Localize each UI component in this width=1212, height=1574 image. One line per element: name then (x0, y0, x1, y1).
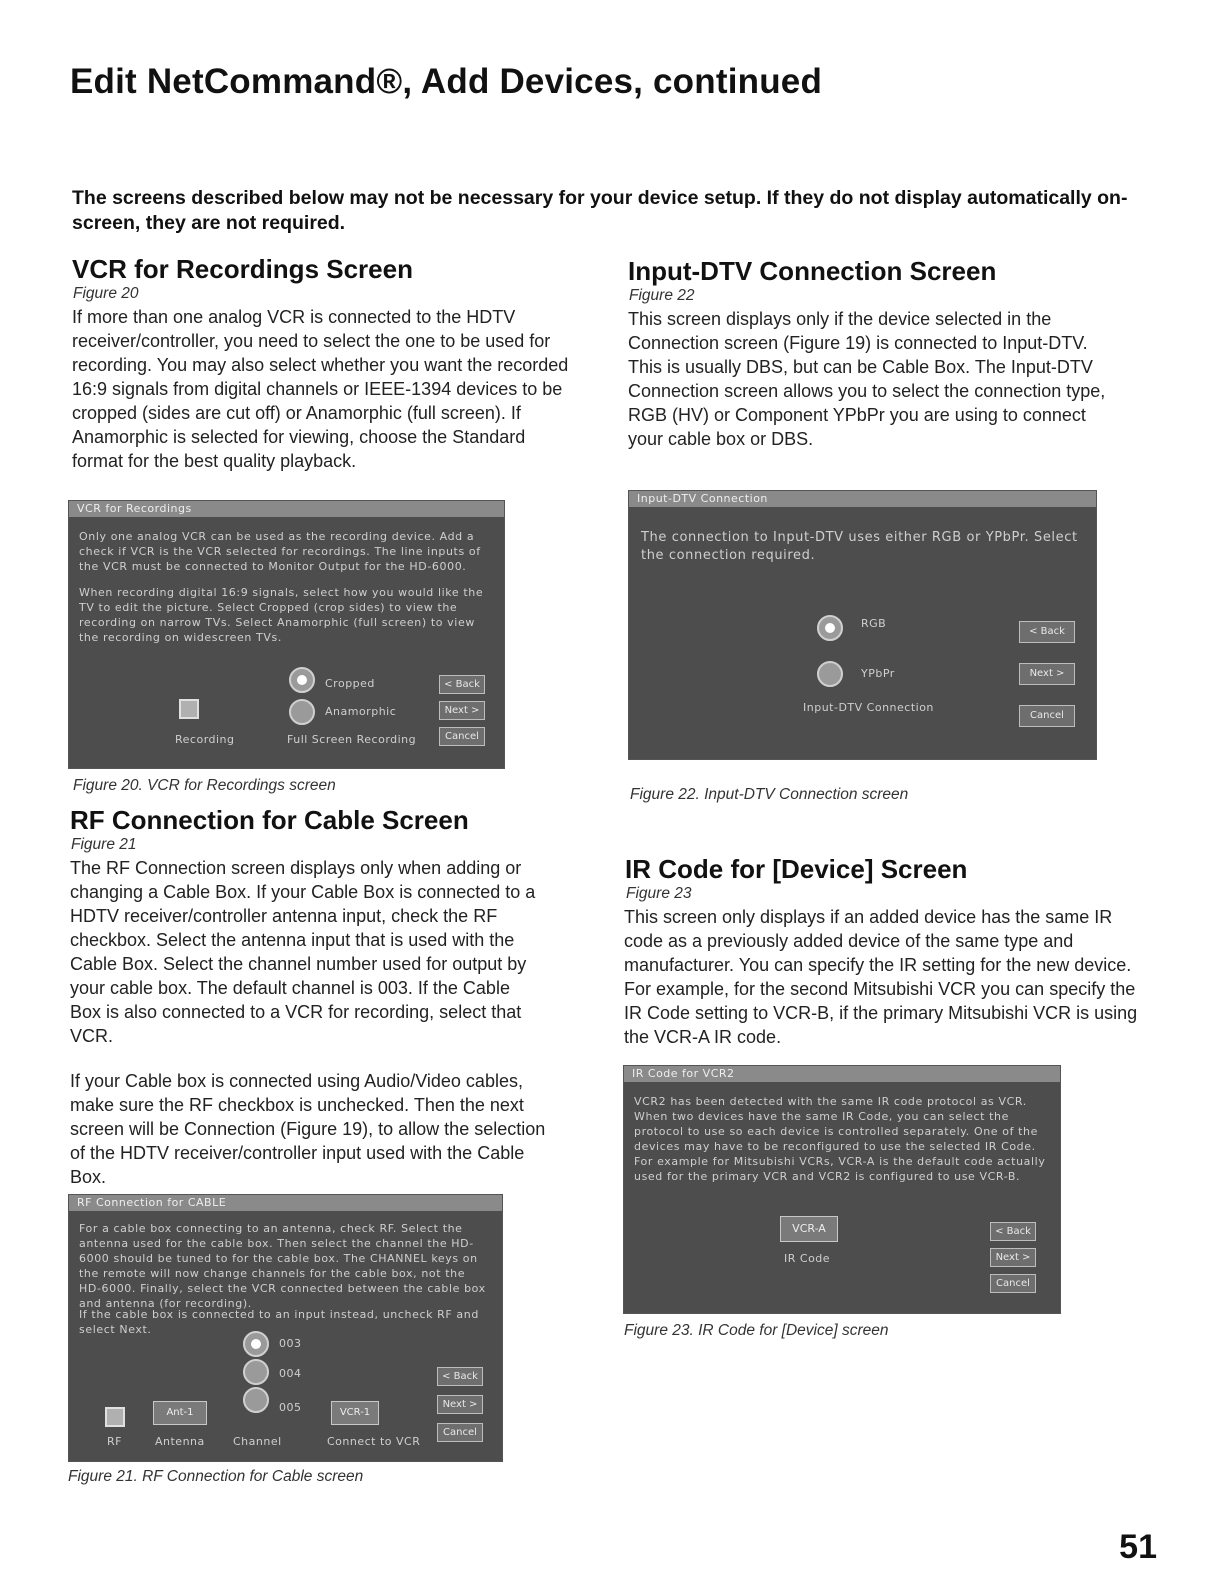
page-number: 51 (1119, 1528, 1157, 1566)
ir-body: This screen only displays if an added device has the same IR code as a previously added device of the same type and manufacturer. You can specify the IR setting for the new device. For example, for the second Mitsubishi VCR you can specify the IR Code setting to VCR-B, if the primary Mitsubishi VCR is using the VCR-A IR code. (624, 907, 1138, 1047)
channel-004-radio[interactable] (243, 1359, 269, 1385)
ir-screenshot (623, 1065, 1061, 1314)
fullscreen-label: Full Screen Recording (287, 733, 417, 746)
vcr-figure-ref: Figure 20 (73, 285, 139, 302)
channel-003-label: 003 (279, 1337, 302, 1350)
vcr-back-button[interactable]: < Back (439, 675, 485, 694)
vcr-caption: Figure 20. VCR for Recordings screen (73, 777, 336, 794)
rf-screen-title: RF Connection for CABLE (69, 1195, 502, 1211)
ypbpr-label: YPbPr (861, 667, 895, 680)
dtv-cancel-button[interactable]: Cancel (1019, 705, 1075, 727)
connect-vcr-label: Connect to VCR (327, 1435, 421, 1448)
dtv-heading: Input-DTV Connection Screen (628, 256, 997, 286)
channel-003-radio[interactable] (243, 1331, 269, 1357)
dtv-screenshot (628, 490, 1097, 760)
rf-cancel-button[interactable]: Cancel (437, 1423, 483, 1442)
dtv-connection-label: Input-DTV Connection (803, 701, 934, 714)
ir-heading: IR Code for [Device] Screen (625, 854, 968, 884)
dtv-figure-ref: Figure 22 (629, 287, 695, 304)
dtv-screen-text: The connection to Input-DTV uses either RGB or YPbPr. Select the connection required. (641, 530, 1078, 563)
vcr-select[interactable]: VCR-1 (331, 1401, 379, 1425)
rgb-label: RGB (861, 617, 887, 630)
ir-screen-text: VCR2 has been detected with the same IR code protocol as VCR. When two devices have the same IR Code, you can select the protocol to use so each device is controlled separately. One of the devices may have to be reconfigured to use the selected IR Code. For example for Mitsubishi VCRs, VCR-A is the default code actually used for the primary VCR and VCR2 is configured to use VCR-B. (634, 1095, 1046, 1183)
vcr-screen-title: VCR for Recordings (69, 501, 504, 517)
rf-screenshot (68, 1194, 503, 1462)
vcr-cancel-button[interactable]: Cancel (439, 727, 485, 746)
dtv-next-button[interactable]: Next > (1019, 663, 1075, 685)
vcr-body: If more than one analog VCR is connected to the HDTV receiver/controller, you need to select the one to be used for recording. You may also select whether you want the recorded 16:9 signals from digital channels or IEEE-1394 devices to be cropped (sides are cut off) or Anamorphic (full screen). If Anamorphic is selected for viewing, choose the Standard format for the best quality playback. (72, 307, 569, 471)
page-title: Edit NetCommand®, Add Devices, continued (70, 62, 823, 101)
ir-caption: Figure 23. IR Code for [Device] screen (624, 1322, 889, 1339)
ir-screen-title: IR Code for VCR2 (624, 1066, 1060, 1082)
rf-back-button[interactable]: < Back (437, 1367, 483, 1386)
ypbpr-radio[interactable] (817, 661, 843, 687)
vcr-screen-text2: When recording digital 16:9 signals, select how you would like the TV to edit the picture. Select Cropped (crop sides) to view the recording on narrow TVs. Select Anamorphic (full screen) to view the recording on widescreen TVs. (79, 586, 484, 644)
cropped-radio[interactable] (289, 667, 315, 693)
recording-label: Recording (175, 733, 235, 746)
intro-note: The screens described below may not be necessary for your device setup. If they do not display automatically on-screen, they are not required. (72, 187, 1128, 234)
vcr-next-button[interactable]: Next > (439, 701, 485, 720)
channel-005-label: 005 (279, 1401, 302, 1414)
dtv-back-button[interactable]: < Back (1019, 621, 1075, 643)
vcr-screen-text1: Only one analog VCR can be used as the recording device. Add a check if VCR is the VCR selected for recordings. The line inputs of the VCR must be connected to Monitor Output for the HD-6000. (79, 530, 481, 573)
antenna-label: Antenna (155, 1435, 205, 1448)
anamorphic-radio[interactable] (289, 699, 315, 725)
channel-004-label: 004 (279, 1367, 302, 1380)
dtv-screen-title: Input-DTV Connection (629, 491, 1096, 507)
rf-body-2: If your Cable box is connected using Audio/Video cables, make sure the RF checkbox is unchecked. Then the next screen will be Connection (Figure 19), to allow the selection of the HDTV receiver/controller input used with the Cable Box. (70, 1071, 546, 1187)
cropped-label: Cropped (325, 677, 375, 690)
rf-label: RF (107, 1435, 122, 1448)
anamorphic-label: Anamorphic (325, 705, 397, 718)
channel-005-radio[interactable] (243, 1387, 269, 1413)
antenna-select[interactable]: Ant-1 (153, 1401, 207, 1425)
rf-screen-text1: For a cable box connecting to an antenna, check RF. Select the antenna used for the cable box. Then select the channel the HD-6000 should be tuned to for the cable box. The CHANNEL keys on the remote will now change channels for the cable box, not the HD-6000. Finally, select the VCR connected between the cable box and antenna (for recording). (79, 1222, 486, 1310)
rf-heading: RF Connection for Cable Screen (70, 805, 469, 835)
rf-figure-ref: Figure 21 (71, 836, 137, 853)
rf-screen-text2: If the cable box is connected to an input instead, uncheck RF and select Next. (79, 1308, 479, 1336)
ir-figure-ref: Figure 23 (626, 885, 692, 902)
rf-checkbox[interactable] (105, 1407, 125, 1427)
rf-caption: Figure 21. RF Connection for Cable screen (68, 1468, 364, 1485)
ir-cancel-button[interactable]: Cancel (990, 1274, 1036, 1293)
ir-code-label: IR Code (784, 1252, 831, 1265)
ir-next-button[interactable]: Next > (990, 1248, 1036, 1267)
rf-body-1: The RF Connection screen displays only when adding or changing a Cable Box. If your Cable Box is connected to a HDTV receiver/controller antenna input, check the RF checkbox. Select the antenna input that is used with the Cable Box. Select the channel number used for output by your cable box. The default channel is 003. If the Cable Box is also connected to a VCR for recording, select that VCR. (70, 858, 536, 1046)
vcr-heading: VCR for Recordings Screen (72, 254, 413, 284)
recording-checkbox[interactable] (179, 699, 199, 719)
dtv-caption: Figure 22. Input-DTV Connection screen (630, 786, 909, 803)
dtv-body: This screen displays only if the device selected in the Connection screen (Figure 19) is connected to Input-DTV. This is usually DBS, but can be Cable Box. The Input-DTV Connection screen allows you to select the connection type, RGB (HV) or Component YPbPr you are using to connect your cable box or DBS. (628, 309, 1106, 449)
channel-label: Channel (233, 1435, 282, 1448)
rf-next-button[interactable]: Next > (437, 1395, 483, 1414)
ir-code-select[interactable]: VCR-A (780, 1216, 838, 1242)
vcr-screenshot (68, 500, 505, 769)
ir-back-button[interactable]: < Back (990, 1222, 1036, 1241)
rgb-radio[interactable] (817, 615, 843, 641)
